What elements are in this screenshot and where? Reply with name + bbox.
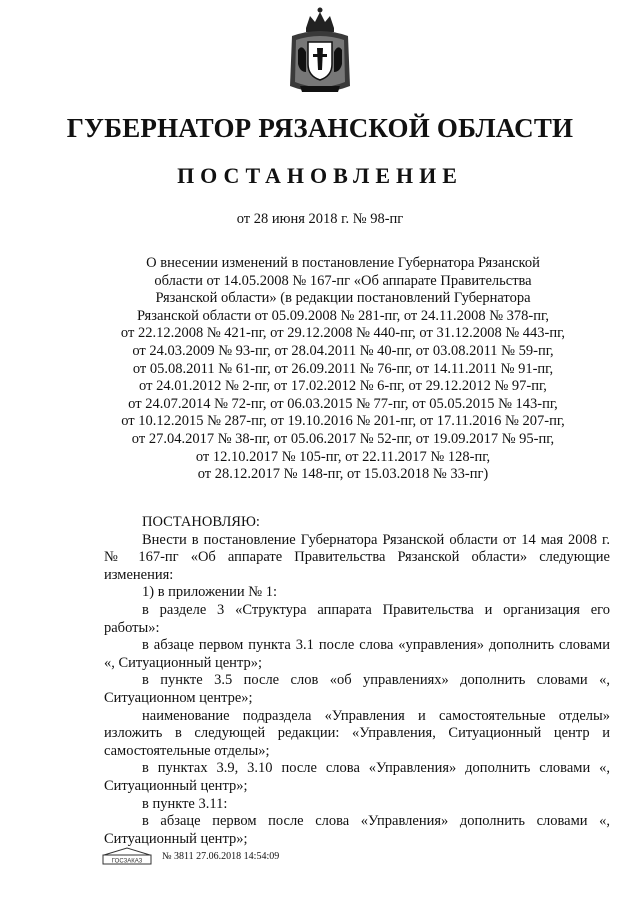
body-paragraph: в пункте 3.5 после слов «об управлениях» дополнить словами «, Ситуационном центре»;	[104, 672, 610, 706]
registration-stamp-icon	[100, 846, 154, 866]
subject-line: Рязанской области» (в редакции постановлений Губернатора	[155, 290, 531, 307]
body-paragraph: в абзаце первом после слова «Управления» дополнить словами «, Ситуационный центр»;	[104, 813, 610, 847]
subject-line: от 05.08.2011 № 61-пг, от 26.09.2011 № 76-пг, от 14.11.2011 № 91-пг,	[132, 360, 554, 377]
body-paragraph: в разделе 3 «Структура аппарата Правительства и организация его работы»:	[104, 601, 610, 636]
document-subject	[104, 255, 582, 484]
coat-of-arms-emblem	[284, 6, 356, 98]
subject-line: от 27.04.2017 № 38-пг, от 05.06.2017 № 52-пг, от 19.09.2017 № 95-пг,	[131, 430, 555, 447]
subject-line: от 24.03.2009 № 93-пг, от 28.04.2011 № 40-пг, от 03.08.2011 № 59-пг,	[132, 342, 554, 359]
body-paragraph: Внести в постановление Губернатора Рязанской области от 14 мая 2008 г. № 167-пг «Об аппарате Правительства Рязанской области» следующие изменения:	[104, 531, 610, 583]
subject-line: от 12.10.2017 № 105-пг, от 22.11.2017 № 128-пг,	[195, 448, 491, 465]
body-paragraph: в пунктах 3.9, 3.10 после слова «Управления» дополнить словами «, Ситуационный центр»;	[104, 760, 610, 794]
subject-line: Рязанской области от 05.09.2008 № 281-пг, от 24.11.2008 № 378-пг,	[137, 307, 549, 324]
subject-line: от 28.12.2017 № 148-пг, от 15.03.2018 № 33-пг)	[197, 466, 489, 483]
body-paragraph: 1) в приложении № 1:	[142, 584, 277, 601]
subject-line: от 22.12.2008 № 421-пг, от 29.12.2008 № 440-пг, от 31.12.2008 № 443-пг,	[120, 325, 566, 342]
body-paragraph: в абзаце первом пункта 3.1 после слова «управления» дополнить словами «, Ситуационный центр»;	[104, 637, 610, 671]
document-type: ПОСТАНОВЛЕНИЕ	[177, 163, 463, 188]
registration-code: № 3811 27.06.2018 14:54:09	[162, 851, 280, 862]
document-body	[104, 514, 610, 848]
document-date-number: от 28 июня 2018 г. № 98-пг	[236, 211, 404, 227]
subject-line: О внесении изменений в постановление Губернатора Рязанской	[146, 255, 540, 271]
subject-line: области от 14.05.2008 № 167-пг «Об аппарате Правительства	[154, 272, 532, 289]
body-paragraph: наименование подраздела «Управления и самостоятельные отделы» изложить в следующей редакции: «Управления, Ситуационный центр и самостоятельные отделы»;	[104, 707, 610, 759]
subject-line: от 24.01.2012 № 2-пг, от 17.02.2012 № 6-пг, от 29.12.2012 № 97-пг,	[139, 378, 547, 395]
subject-line: от 24.07.2014 № 72-пг, от 06.03.2015 № 77-пг, от 05.05.2015 № 143-пг,	[128, 395, 558, 412]
stamp-text: ГОСЗАКАЗ	[111, 858, 143, 865]
subject-line: от 10.12.2015 № 287-пг, от 19.10.2016 № 201-пг, от 17.11.2016 № 207-пг,	[121, 413, 565, 430]
resolve-heading: ПОСТАНОВЛЯЮ:	[142, 514, 260, 530]
body-paragraph: в пункте 3.11:	[142, 795, 228, 812]
authority-title: ГУБЕРНАТОР РЯЗАНСКОЙ ОБЛАСТИ	[66, 113, 574, 143]
